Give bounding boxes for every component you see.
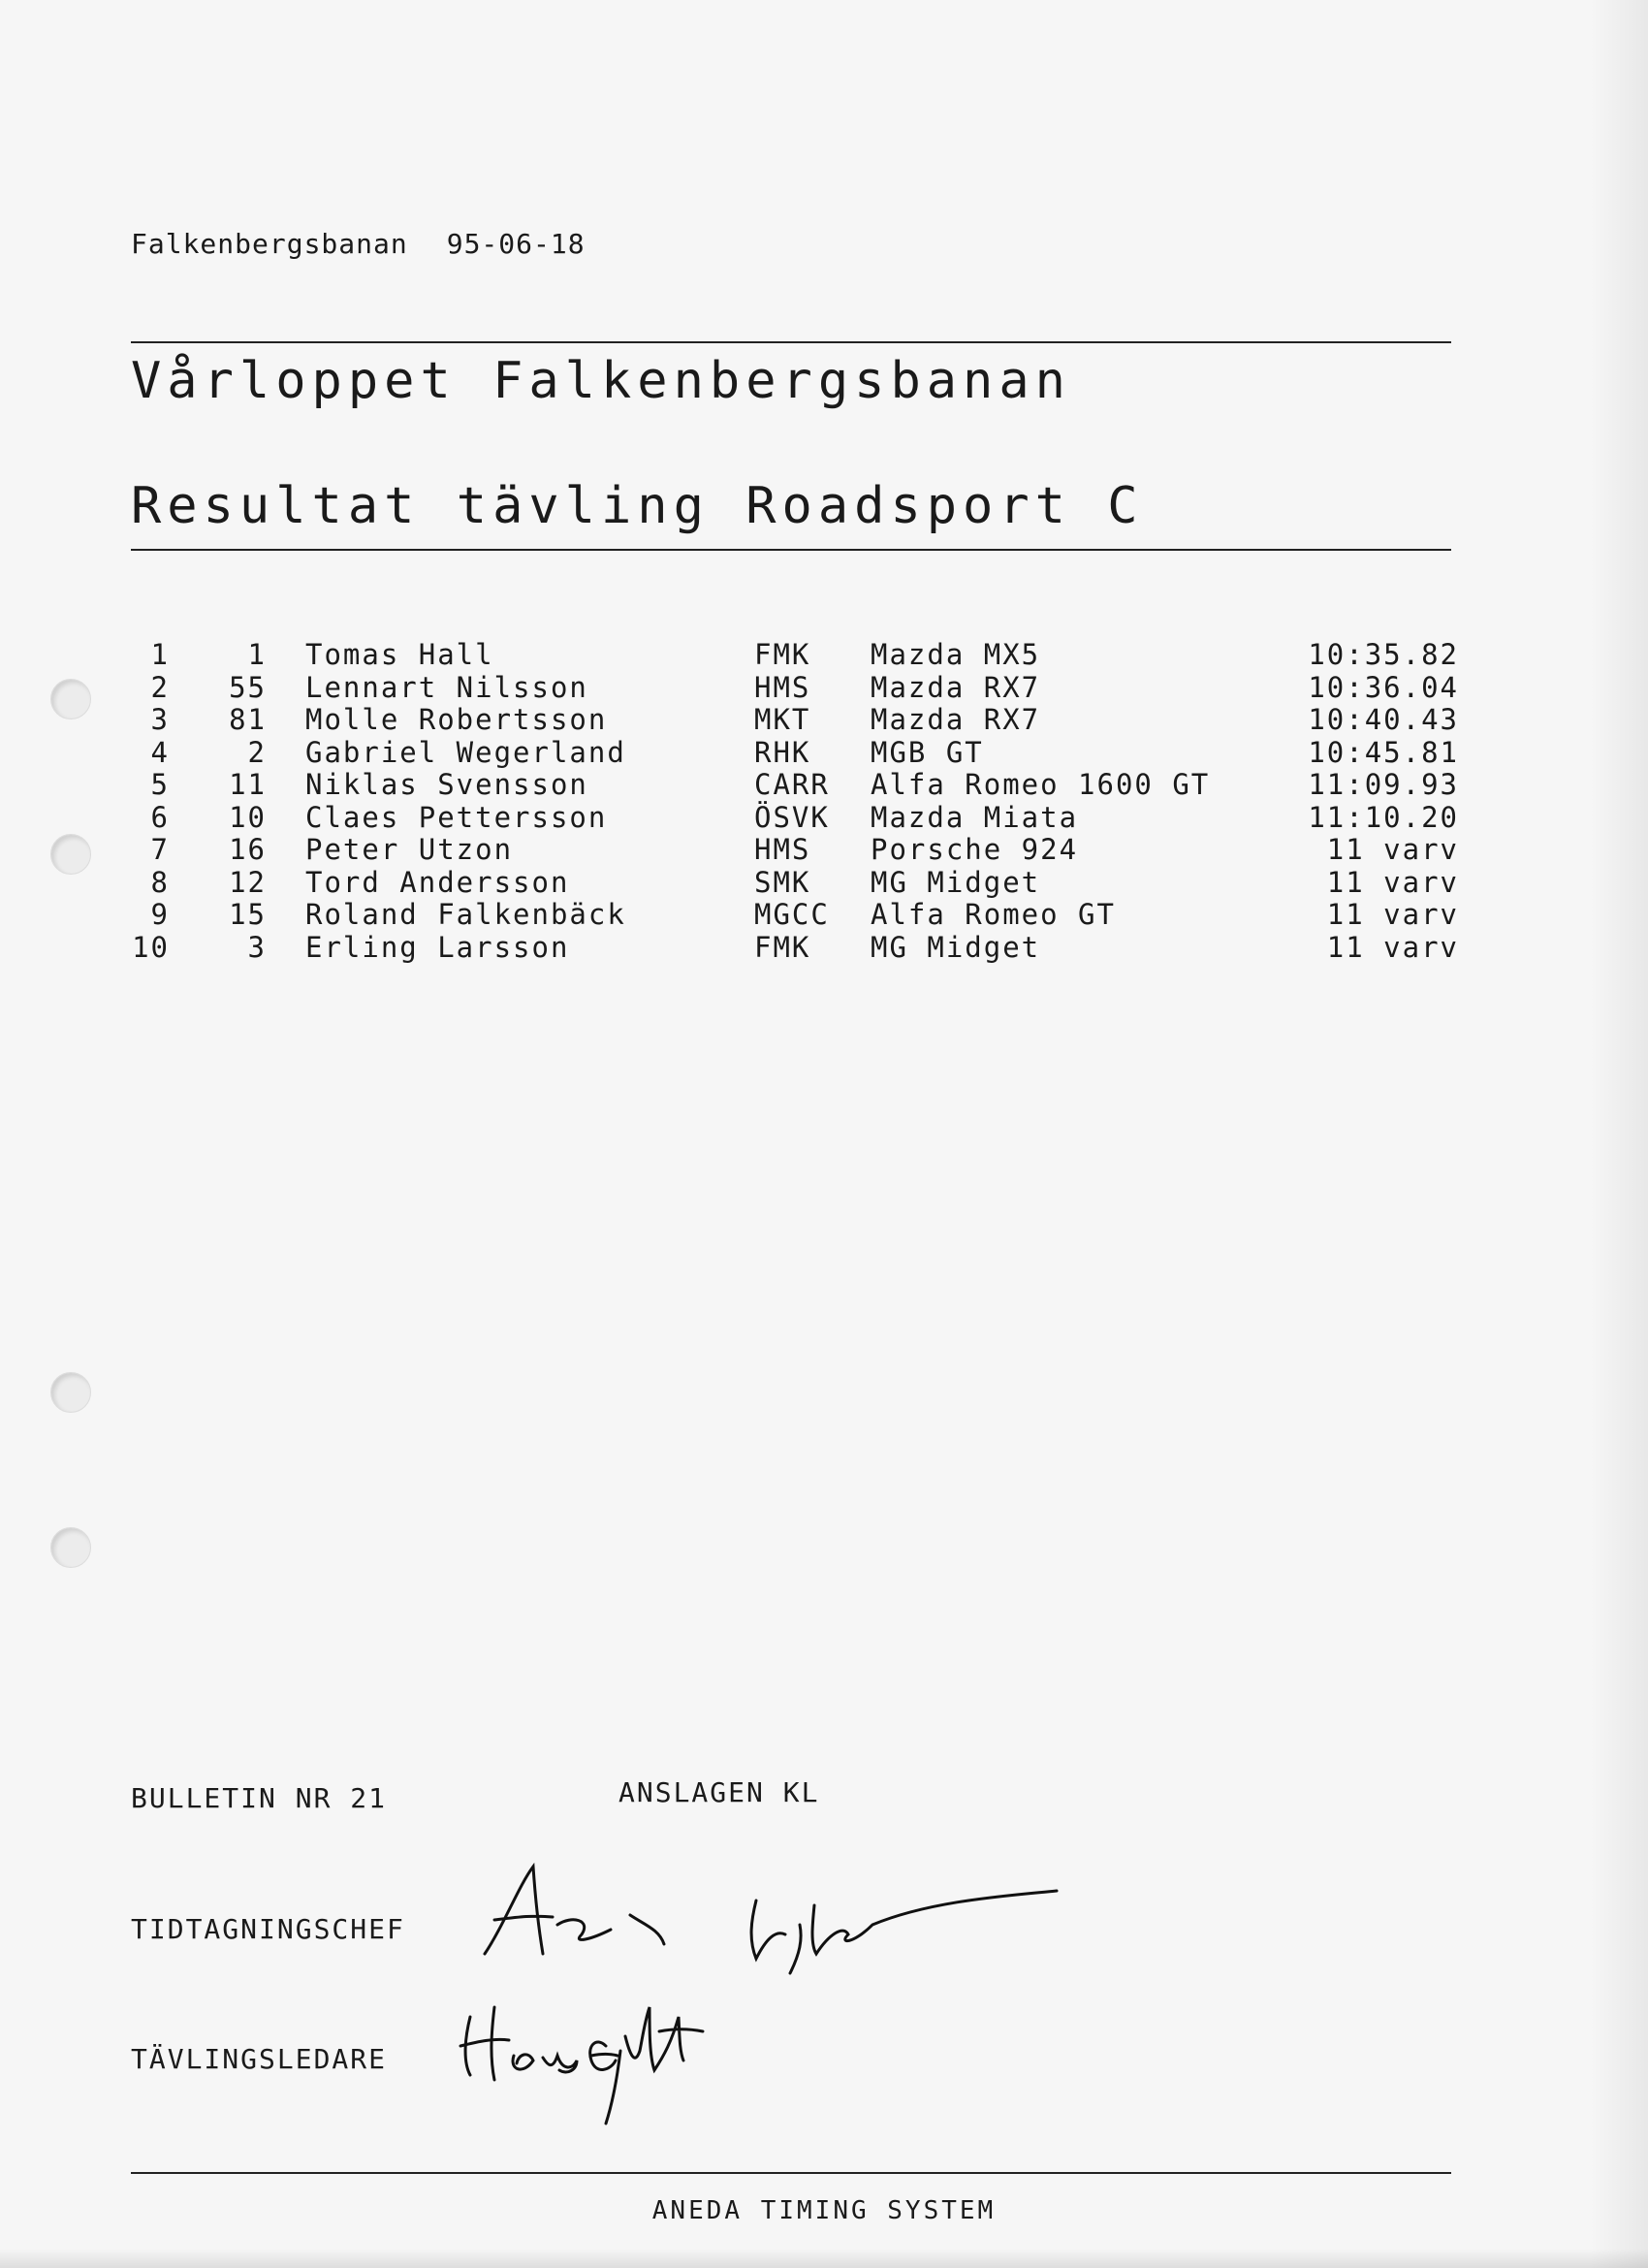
- binder-hole-3: [50, 1372, 91, 1413]
- driver-name: Gabriel Wegerland: [305, 735, 626, 769]
- result-time: 11:09.93: [1308, 768, 1459, 801]
- result-row: [131, 833, 1459, 866]
- document-header: [131, 228, 624, 260]
- result-time: 10:36.04: [1308, 670, 1459, 704]
- car-number: 1: [247, 638, 267, 671]
- car-model: Porsche 924: [871, 833, 1079, 866]
- result-time: 11 varv: [1326, 930, 1459, 964]
- race-title: Resultat tävling Roadsport C: [131, 477, 1144, 535]
- driver-name: Tord Andersson: [305, 865, 570, 899]
- club: HMS: [754, 670, 811, 704]
- footer-rule: [131, 2172, 1451, 2174]
- binder-hole-1: [50, 679, 91, 719]
- car-number: 81: [229, 703, 267, 736]
- driver-name: Niklas Svensson: [305, 768, 588, 801]
- position: 9: [150, 898, 170, 931]
- page-edge-shadow: [1590, 0, 1648, 2268]
- car-number: 2: [247, 735, 267, 769]
- car-number: 16: [229, 833, 267, 866]
- driver-name: Roland Falkenbäck: [305, 898, 626, 931]
- position: 10: [132, 930, 170, 964]
- car-number: 12: [229, 865, 267, 899]
- driver-name: Molle Robertsson: [305, 703, 608, 736]
- club: FMK: [754, 930, 811, 964]
- result-row: [131, 768, 1459, 801]
- car-model: Alfa Romeo GT: [871, 898, 1116, 931]
- results-table: [131, 638, 1459, 963]
- car-model: Mazda RX7: [871, 670, 1041, 704]
- result-time: 11 varv: [1326, 865, 1459, 899]
- position: 3: [150, 703, 170, 736]
- driver-name: Erling Larsson: [305, 930, 570, 964]
- race-director-label: TÄVLINGSLEDARE: [131, 2043, 388, 2075]
- title-rule: [131, 549, 1451, 551]
- result-time: 11:10.20: [1308, 800, 1459, 834]
- result-row: [131, 931, 1459, 964]
- car-model: Mazda MX5: [871, 638, 1041, 671]
- position: 5: [150, 768, 170, 801]
- car-model: Mazda Miata: [871, 800, 1079, 834]
- timing-chief-signature: [465, 1847, 1066, 1983]
- result-row: [131, 898, 1459, 931]
- result-row: [131, 866, 1459, 899]
- timing-system-name: ANEDA TIMING SYSTEM: [651, 2196, 997, 2225]
- car-model: MGB GT: [871, 735, 984, 769]
- club: FMK: [754, 638, 811, 671]
- driver-name: Claes Pettersson: [305, 800, 608, 834]
- event-title: Vårloppet Falkenbergsbanan: [131, 352, 1071, 410]
- result-row: [131, 671, 1459, 704]
- bulletin-label: BULLETIN NR 21: [131, 1782, 388, 1814]
- car-model: MG Midget: [871, 930, 1041, 964]
- binder-hole-4: [50, 1527, 91, 1568]
- car-model: Mazda RX7: [871, 703, 1041, 736]
- club: ÖSVK: [754, 800, 830, 834]
- document-date: 95-06-18: [446, 228, 586, 260]
- position: 2: [150, 670, 170, 704]
- result-row: [131, 801, 1459, 834]
- car-number: 15: [229, 898, 267, 931]
- car-number: 3: [247, 930, 267, 964]
- club: RHK: [754, 735, 811, 769]
- result-time: 10:35.82: [1308, 638, 1459, 671]
- club: MKT: [754, 703, 811, 736]
- driver-name: Peter Utzon: [305, 833, 514, 866]
- position: 6: [150, 800, 170, 834]
- position: 1: [150, 638, 170, 671]
- page-bottom-shadow: [0, 2249, 1648, 2268]
- top-rule: [131, 341, 1451, 343]
- car-number: 11: [229, 768, 267, 801]
- car-number: 55: [229, 670, 267, 704]
- posted-time-label: ANSLAGEN KL: [618, 1776, 820, 1808]
- venue-name: Falkenbergsbanan: [131, 228, 408, 260]
- club: HMS: [754, 833, 811, 866]
- result-time: 10:40.43: [1308, 703, 1459, 736]
- result-row: [131, 703, 1459, 736]
- position: 8: [150, 865, 170, 899]
- driver-name: Tomas Hall: [305, 638, 494, 671]
- driver-name: Lennart Nilsson: [305, 670, 588, 704]
- bulletin-number: 21: [350, 1782, 388, 1814]
- car-model: MG Midget: [871, 865, 1041, 899]
- car-model: Alfa Romeo 1600 GT: [871, 768, 1211, 801]
- position: 4: [150, 735, 170, 769]
- result-time: 10:45.81: [1308, 735, 1459, 769]
- result-time: 11 varv: [1326, 898, 1459, 931]
- binder-hole-2: [50, 834, 91, 875]
- result-time: 11 varv: [1326, 833, 1459, 866]
- result-row: [131, 638, 1459, 671]
- position: 7: [150, 833, 170, 866]
- race-director-signature: [451, 1978, 722, 2133]
- club: SMK: [754, 865, 811, 899]
- car-number: 10: [229, 800, 267, 834]
- club: CARR: [754, 768, 830, 801]
- timing-chief-label: TIDTAGNINGSCHEF: [131, 1913, 405, 1945]
- result-row: [131, 736, 1459, 769]
- club: MGCC: [754, 898, 830, 931]
